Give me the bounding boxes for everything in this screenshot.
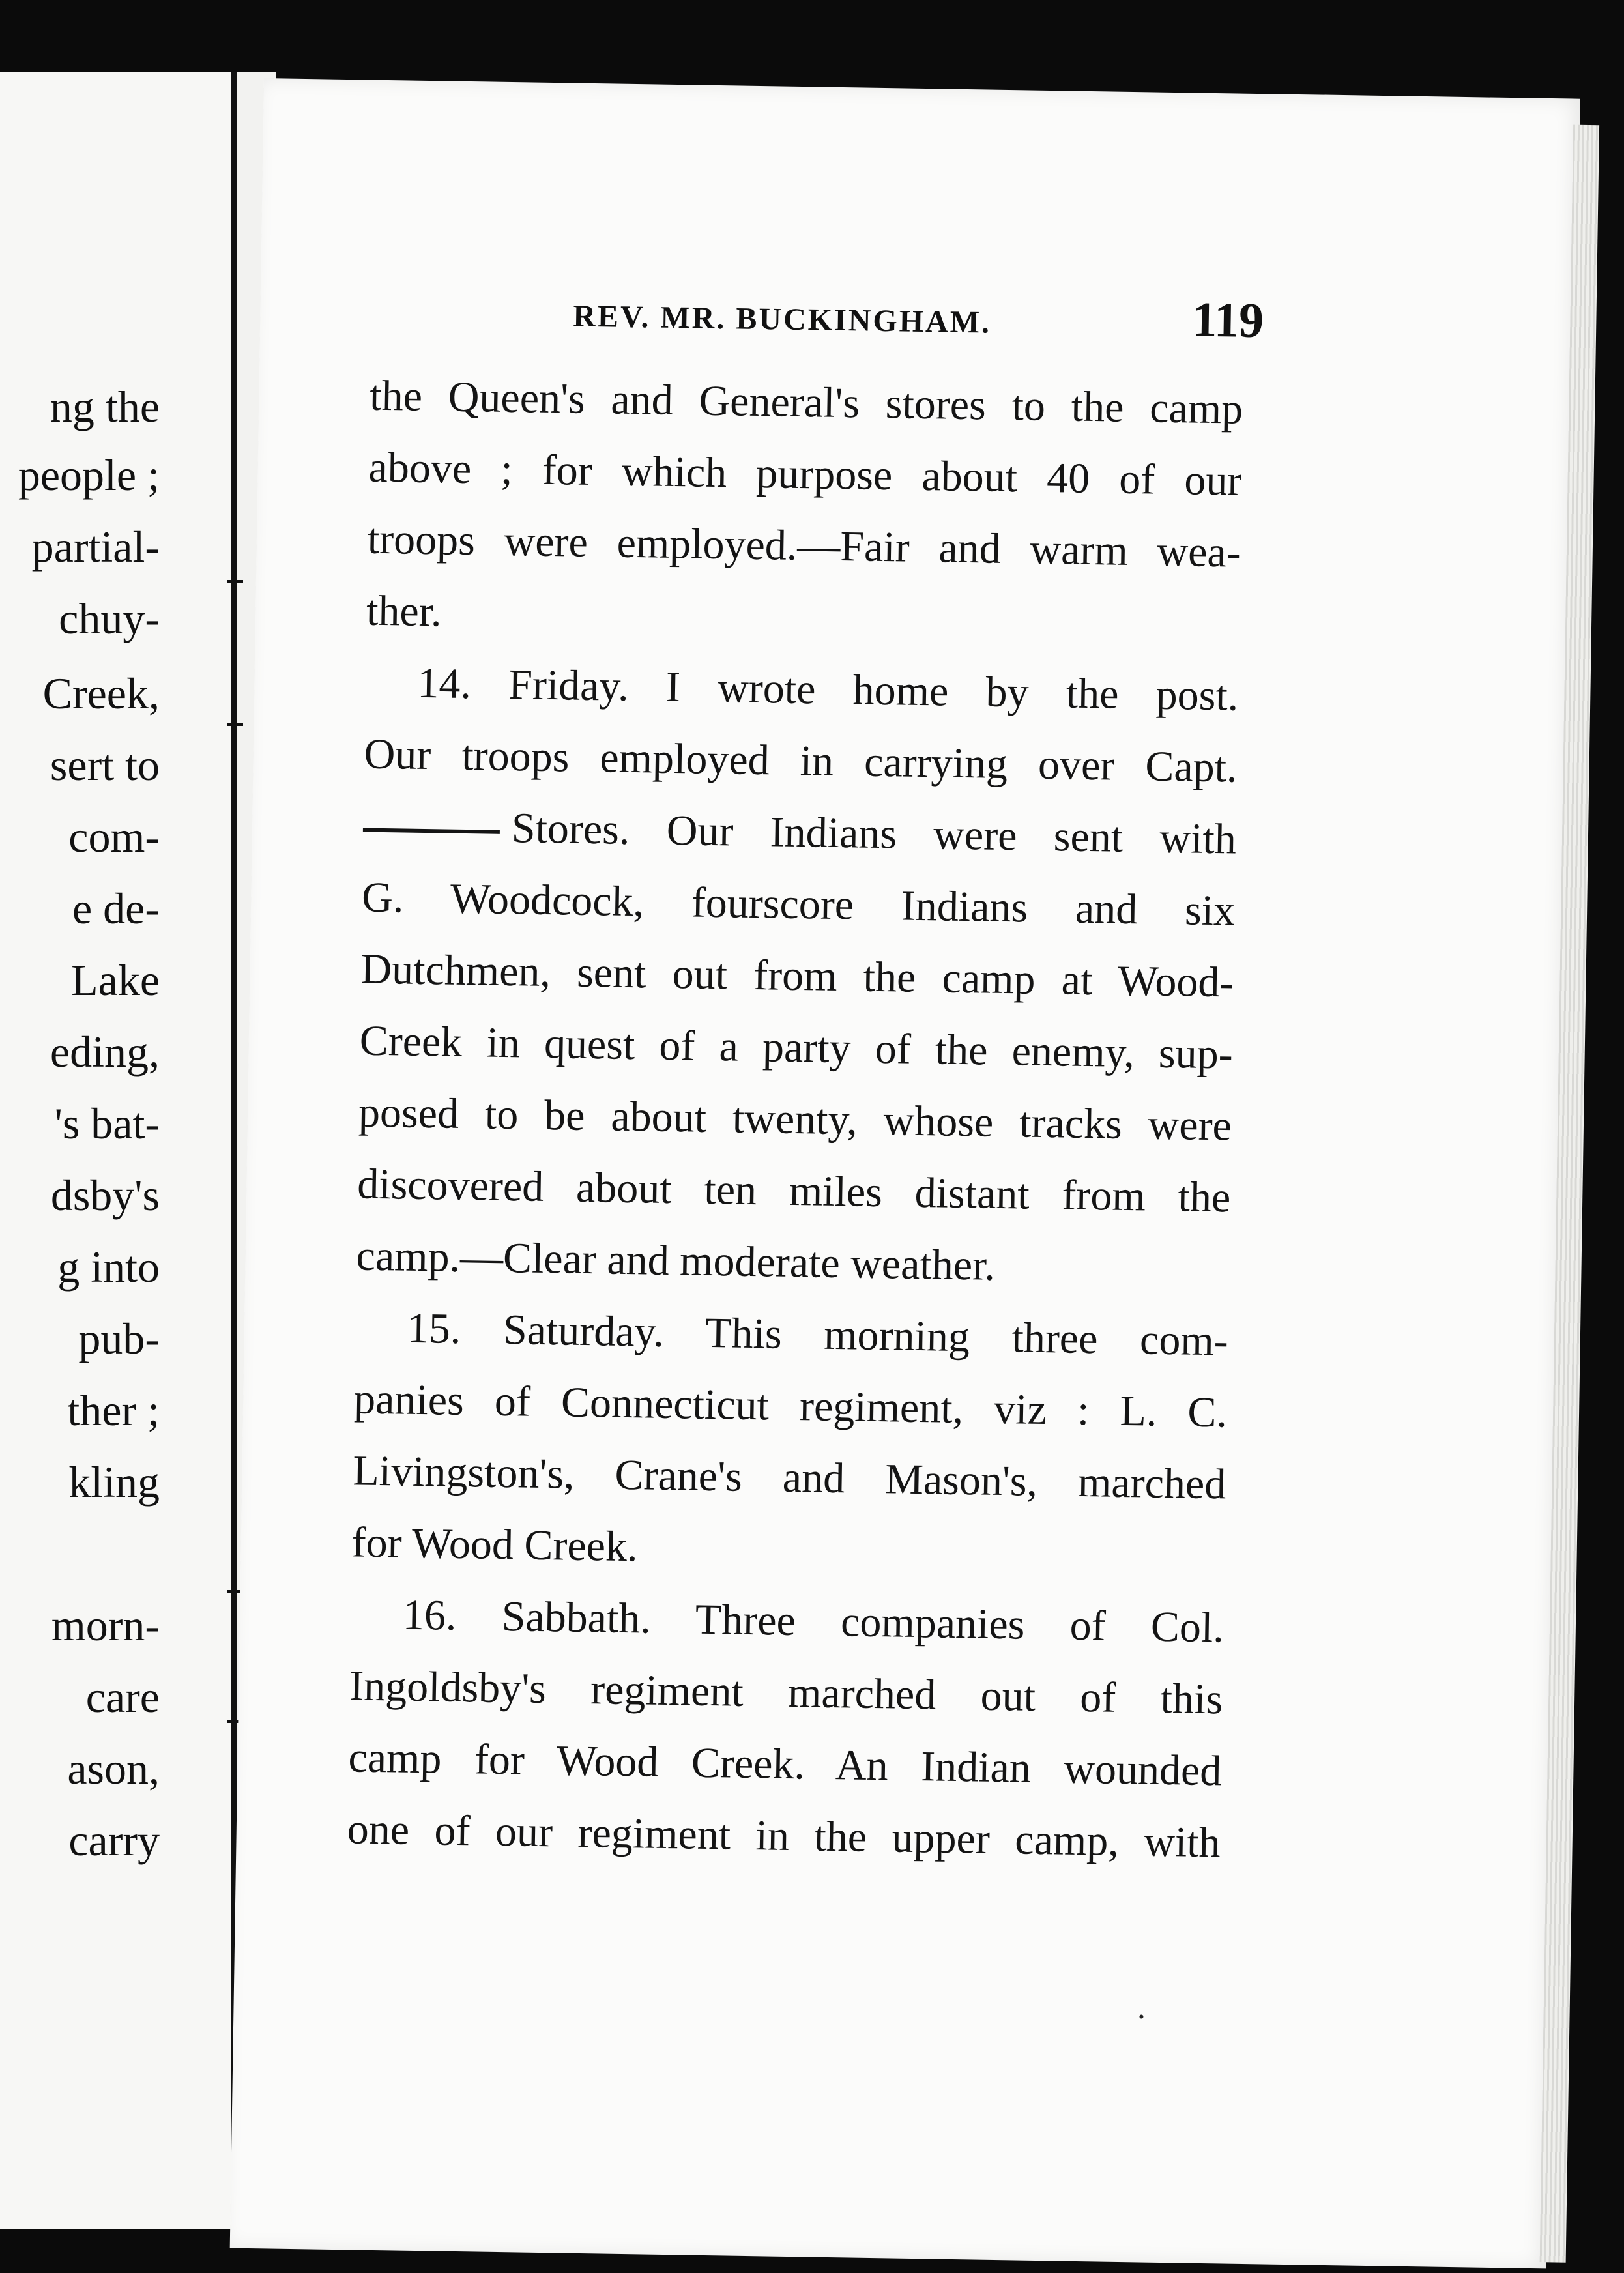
text-line: for Wood Creek. [351,1518,639,1571]
text-line: troops were employed.—Fair and warm wea- [367,515,1241,577]
text-line: discovered about ten miles distant from the [356,1160,1231,1222]
left-fragment: care [85,1672,160,1722]
gutter-mark [227,723,243,726]
text-line: Creek in quest of a party of the enemy, sup- [359,1017,1234,1079]
page-number: 119 [1191,292,1264,349]
text-line: one of our regiment in the upper camp, with [347,1805,1221,1867]
text-line: camp for Wood Creek. An Indian wounded [347,1733,1222,1795]
text-line: ther. [366,586,442,636]
running-head: REV. MR. BUCKINGHAM. [572,298,992,340]
left-fragment: ason, [67,1744,160,1793]
text-line: panies of Connecticut regiment, viz : L. C. [353,1375,1228,1437]
left-fragment: e de- [72,884,160,933]
text-line: camp.—Clear and moderate weather. [356,1232,996,1290]
left-fragment: Lake [71,955,160,1005]
text-line: above ; for which purpose about 40 of our [368,443,1243,505]
text-line: 14. Friday. I wrote home by the post. [416,659,1239,720]
left-fragment: sert to [50,740,160,790]
text-line-content: Stores. Our Indians were sent with [511,804,1237,863]
left-page [0,72,263,2229]
left-fragment: kling [68,1457,160,1507]
text-line: Livingston's, Crane's and Mason's, marched [352,1447,1226,1509]
left-fragment: people ; [18,450,160,500]
left-fragment: g into [57,1242,160,1292]
left-fragment: ther ; [67,1385,160,1435]
ink-speck [1139,2014,1143,2018]
left-fragment: chuy- [59,594,160,643]
text-line: posed to be about twenty, whose tracks were [358,1088,1232,1150]
text-line: the Queen's and General's stores to the camp [369,371,1243,433]
text-line: Our troops employed in carrying over Capt. [364,730,1238,792]
book-page [230,78,1580,2268]
text-line: 15. Saturday. This morning three com- [407,1304,1229,1365]
left-fragment: pub- [78,1314,160,1363]
text-line: G. Woodcock, fourscore Indians and six [361,873,1236,935]
left-fragment: dsby's [50,1170,160,1220]
gutter-mark [227,580,243,583]
text-line: Ingoldsby's regiment marched out of this [349,1662,1223,1724]
left-fragment: eding, [50,1027,160,1077]
text-line: 16. Sabbath. Three companies of Col. [402,1591,1225,1652]
text-line: Dutchmen, sent out from the camp at Wood- [360,945,1234,1007]
left-fragment: ng the [50,382,160,431]
text-line [362,790,1237,876]
left-fragment: carry [68,1816,160,1865]
left-fragment: morn- [51,1600,160,1650]
left-fragment: 's bat- [54,1099,160,1148]
left-fragment: Creek, [42,669,160,718]
blank-rule [363,828,500,833]
left-fragment: partial- [31,522,160,572]
page-body [347,360,1243,1879]
left-fragment: com- [68,812,160,861]
